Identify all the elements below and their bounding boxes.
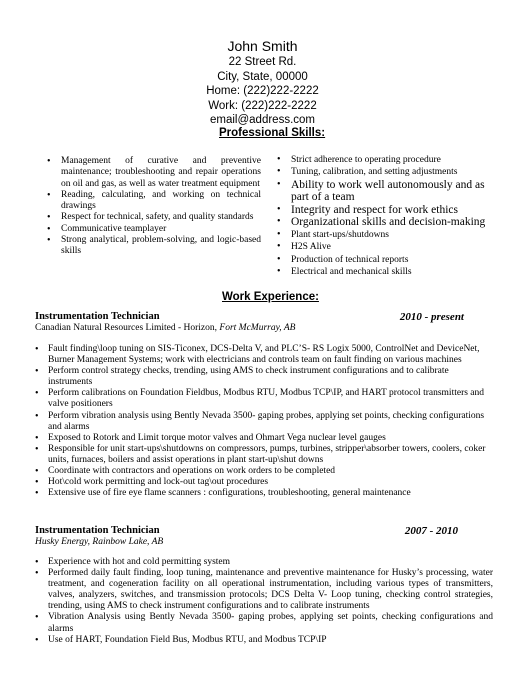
skill-item: • Plant start-ups/shutdowns	[291, 229, 491, 241]
skill-item: • Strict adherence to operating procedure	[291, 154, 491, 166]
professional-skills-heading: Professional Skills:	[219, 127, 326, 139]
skill-item: • Production of technical reports	[291, 254, 491, 266]
duty-item: • Exposed to Rotork and Limit torque motor valves and Ohmart Vega nuclear level gauges	[48, 433, 493, 444]
skill-item: • Respect for technical, safety, and quality standards	[61, 212, 261, 223]
skill-item: • H2S Alive	[291, 241, 491, 253]
work-experience-heading: Work Experience:	[222, 291, 319, 303]
duty-item: • Perform vibration analysis using Bently Nevada 3500- gaping probes, applying set points, checking configurations and alarms	[48, 411, 493, 433]
duty-item: • Extensive use of fire eye flame scanners : configurations, troubleshooting, general maintenance	[48, 488, 493, 499]
skill-item: • Ability to work well autonomously and as part of a team	[291, 179, 491, 204]
job-location: Fort McMurray, AB	[219, 323, 296, 333]
skill-item: • Reading, calculating, and working on technical drawings	[61, 190, 261, 213]
job-title: Instrumentation Technician	[35, 311, 160, 322]
job-employer	[35, 537, 163, 547]
skill-item: • Tuning, calibration, and setting adjustments	[291, 166, 491, 178]
street-address: 22 Street Rd.	[228, 56, 297, 68]
job-location: Husky Energy, Rainbow Lake, AB	[35, 537, 164, 547]
contact-header	[0, 38, 525, 128]
skills-list-right	[291, 154, 491, 278]
job-duties-list	[48, 557, 493, 646]
duty-item: • Performed daily fault finding, loop tuning, maintenance and preventive maintenance for Husky’s processing, water treatment, and cogeneration facility on all operational instrumentation, including various types of transmitters, valves, analyzers, switches, and transmission protocols; DCS Delta V- Loop tuning, checking control strategies, trending, using AMS to check instrument configurations and to calibrate instruments	[48, 568, 493, 612]
skill-item: • Organizational skills and decision-making	[291, 216, 491, 229]
duty-item: • Vibration Analysis using Bently Nevada 3500- gaping probes, applying set points, checking configurations and alarms	[48, 612, 493, 634]
home-phone: Home: (222)222-2222	[206, 85, 319, 97]
duty-item: • Use of HART, Foundation Field Bus, Modbus RTU, and Modbus TCP\IP	[48, 635, 493, 646]
skills-list-left	[61, 156, 261, 258]
duty-item: • Perform calibrations on Foundation Fieldbus, Modbus RTU, Modbus TCP\IP, and HART protocol transmitters and valve positioners	[48, 388, 493, 410]
job-title: Instrumentation Technician	[35, 525, 160, 536]
skill-item: • Communicative teamplayer	[61, 224, 261, 235]
duty-item: • Coordinate with contractors and operations on work orders to be completed	[48, 466, 493, 477]
skill-item: • Electrical and mechanical skills	[291, 266, 491, 278]
email-address: email@address.com	[210, 114, 315, 126]
job-employer	[35, 323, 296, 333]
applicant-name: John Smith	[227, 38, 298, 54]
skill-item: • Integrity and respect for work ethics	[291, 204, 491, 217]
skill-item: • Management of curative and preventive maintenance; troubleshooting and repair operations on oil and gas, as well as water treatment equipment	[61, 156, 261, 190]
company-name: Canadian Natural Resources Limited - Horizon,	[35, 323, 220, 333]
duty-item: • Responsible for unit start-ups\shutdowns on compressors, pumps, turbines, stripper\absorber towers, coolers, coker units, furnaces, boilers and assist operations in plant start-up\shut downs	[48, 444, 493, 466]
duty-item: • Experience with hot and cold permitting system	[48, 557, 493, 568]
job-duties-list	[48, 344, 493, 499]
city-state-zip: City, State, 00000	[217, 70, 308, 83]
duty-item: • Hot\cold work permitting and lock-out tag\out procedures	[48, 477, 493, 488]
duty-item: • Fault finding\loop tuning on SIS-Ticonex, DCS-Delta V, and PLC’S- RS Logix 5000, ControlNet and DeviceNet, Burner Management Systems; work with electricians and controls team on fault finding on various machines	[48, 344, 493, 366]
skill-item: • Strong analytical, problem-solving, and logic-based skills	[61, 235, 261, 258]
duty-item: • Perform control strategy checks, trending, using AMS to check instrument configurations and to calibrate instruments	[48, 366, 493, 388]
job-dates: 2010 - present	[399, 311, 464, 323]
job-dates: 2007 - 2010	[404, 525, 458, 537]
work-phone: Work: (222)222-2222	[208, 99, 317, 112]
